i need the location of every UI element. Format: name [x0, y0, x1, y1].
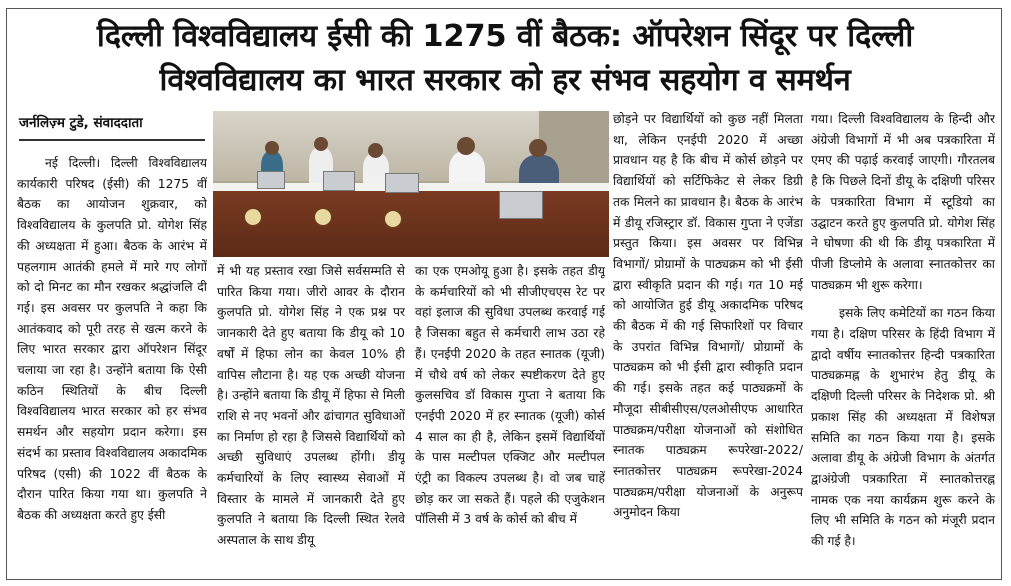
article-column-1: [17, 153, 207, 573]
article-column-4: [613, 109, 803, 573]
column-2-text: में भी यह प्रस्ताव रखा जिसे सर्वसम्मति से पारित किया गया। जीरो आवर के दौरान कुलपति प्रो. योगेश सिंह ने एक प्रश्न पर जानकारी देते हुए बताया कि डीयू को 10 वर्षों में हिफा लोन का केवल 10% ही वापिस लौटाना है। यह एक अच्छी योजना है। उन्होंने बताया कि डीयू में हिफा से मिली राशि से नए भवनों और ढांचागत सुविधाओं का निर्माण हो रहा है जिससे विद्यार्थियों को अच्छी सुविधाएं उपलब्ध होंगी। डीयू कर्मचारियों के लिए स्वास्थ्य सेवाओं में विस्तार के मामले में जानकारी देते हुए कुलपति ने बताया कि दिल्ली स्थित रेलवे अस्पताल के साथ डीयू: [217, 264, 405, 548]
column-3-text: का एक एमओयू हुआ है। इसके तहत डीयू के कर्मचारियों को भी सीजीएचएस रेट पर वहां इलाज की सुविधा उपलब्ध करवाई गई है जिसका बहुत से कर्मचारी लाभ उठा रहे हैं। एनईपी 2020 के तहत स्नातक (यूजी) में चौथे वर्ष को लेकर स्पष्टीकरण देते हुए कुलसचिव डॉ विकास गुप्ता ने बताया कि एनईपी 2020 में हर स्नातक (यूजी) कोर्स 4 साल का ही है, लेकिन इसमें विद्यार्थियों के पास मल्टीपल एक्जिट और मल्टीपल एंट्री का विकल्प उपलब्ध है। वो जब चाहें छोड़ कर जा सकते हैं। पहले की एजुकेशन पॉलिसी में 3 वर्ष के कोर्स को बीच में: [415, 264, 605, 527]
column-1-text: नई दिल्ली। दिल्ली विश्वविद्यालय कार्यकारी परिषद (ईसी) की 1275 वीं बैठक का आयोजन शुक्रवार, को विश्वविद्यालय के कुलपति प्रो. योगेश सिंह की अध्यक्षता में हुआ। बैठक के आरंभ में पहलगाम आतंकी हमले में मारे गए लोगों को दो मिनट का मौन रखकर श्रद्धांजलि दी गई। इस अवसर पर कुलपति ने कहा कि आतंकवाद को पूरी तरह से खत्म करने के लिए भारत सरकार द्वारा ऑपरेशन सिंदूर चलाया जा रहा है। उन्होंने बताया कि ऐसी कठिन स्थितियों के बीच दिल्ली विश्वविद्यालय भारत सरकार को हर संभव समर्थन और सहयोग प्रदान करेगा। इस संदर्भ का प्रस्ताव विश्वविद्यालय अकादमिक परिषद (एसी) की 1022 वीं बैठक के दौरान पारित किया गया था। कुलपति ने बैठक की अध्यक्षता करते हुए ईसी: [17, 156, 207, 522]
headline: [17, 15, 993, 103]
column-5-text-b: इसके लिए कमेटियों का गठन किया गया है। दक्षिण परिसर के हिंदी विभाग में द्वादो वर्षीय स्नातकोत्तर हिन्दी पत्रकारिता पाठ्यक्रमह्न के शुभारंभ हेतु डीयू के दक्षिणी दिल्ली परिसर के निदेशक प्रो. श्री प्रकाश सिंह की अध्यक्षता में विशेषज्ञ समिति का गठन किया गया है। इसके अलावा डीयू के अंग्रेजी विभाग के अंतर्गत द्वाअंग्रेजी पत्रकारिता में स्नातकोत्तरह्न नामक एक नया कार्यक्रम शुरू करने के लिए भी समिति के गठन को मंजूरी प्रदान की गई है।: [811, 306, 995, 549]
byline: जर्नलिज़्म टुडे, संवाददाता: [19, 113, 205, 141]
article-column-2: [217, 261, 405, 573]
newspaper-clipping: [6, 8, 1002, 580]
meeting-photo: [213, 111, 609, 257]
article-column-5: [811, 109, 995, 573]
column-5-text-a: गया। दिल्ली विश्वविद्यालय के हिन्दी और अंग्रेजी विभागों में भी अब पत्रकारिता में एमए की पढ़ाई करवाई जाएगी। गौरतलब है कि पिछले दिनों डीयू के दक्षिणी परिसर के पत्रकारिता विभाग में स्टूडियो का उद्घाटन करते हुए कुलपति प्रो. योगेश सिंह ने घोषणा की थी कि डीयू पत्रकारिता में पीजी डिप्लोमे के अलावा स्नातकोत्तर का पाठ्यक्रम भी शुरू करेगा।: [811, 112, 995, 292]
column-4-text: छोड़ने पर विद्यार्थियों को कुछ नहीं मिलता था, लेकिन एनईपी 2020 में अच्छा प्रावधान यह है कि बीच में कोर्स छोड़ने पर विद्यार्थियों को सर्टिफिकेट से लेकर डिग्री तक मिलने का प्रावधान है। बैठक के आरंभ में डीयू रजिस्ट्रार डॉ. विकास गुप्ता ने एजेंडा प्रस्तुत किया। इस अवसर पर विभिन्न विभागों/ प्रोग्रामों के पाठ्यक्रम को भी ईसी द्वारा स्वीकृति प्रदान की गई। गत 10 मई को आयोजित हुई डीयू अकादमिक परिषद की बैठक में की गई सिफारिशों पर विचार के उपरांत विभिन्न विभागों/ प्रोग्रामों के पाठ्यक्रम को भी ईसी द्वारा स्वीकृति प्रदान की गई। इसके तहत कई पाठ्यक्रमों के मौजूदा सीबीसीएस/एलओसीएफ आधारित पाठ्यक्रम/परीक्षा योजनाओं को संशोधित स्नातक पाठ्यक्रम रूपरेखा-2022/स्नातकोत्तर पाठ्यक्रम रूपरेखा-2024 पाठ्यक्रम/परीक्षा योजनाओं के अनुरूप अनुमोदन किया: [613, 112, 803, 520]
headline-line-2: विश्वविद्यालय का भारत सरकार को हर संभव सहयोग व समर्थन: [159, 63, 851, 98]
headline-line-1: दिल्ली विश्वविद्यालय ईसी की 1275 वीं बैठक: ऑपरेशन सिंदूर पर दिल्ली: [96, 19, 914, 54]
article-column-3: [415, 261, 605, 573]
